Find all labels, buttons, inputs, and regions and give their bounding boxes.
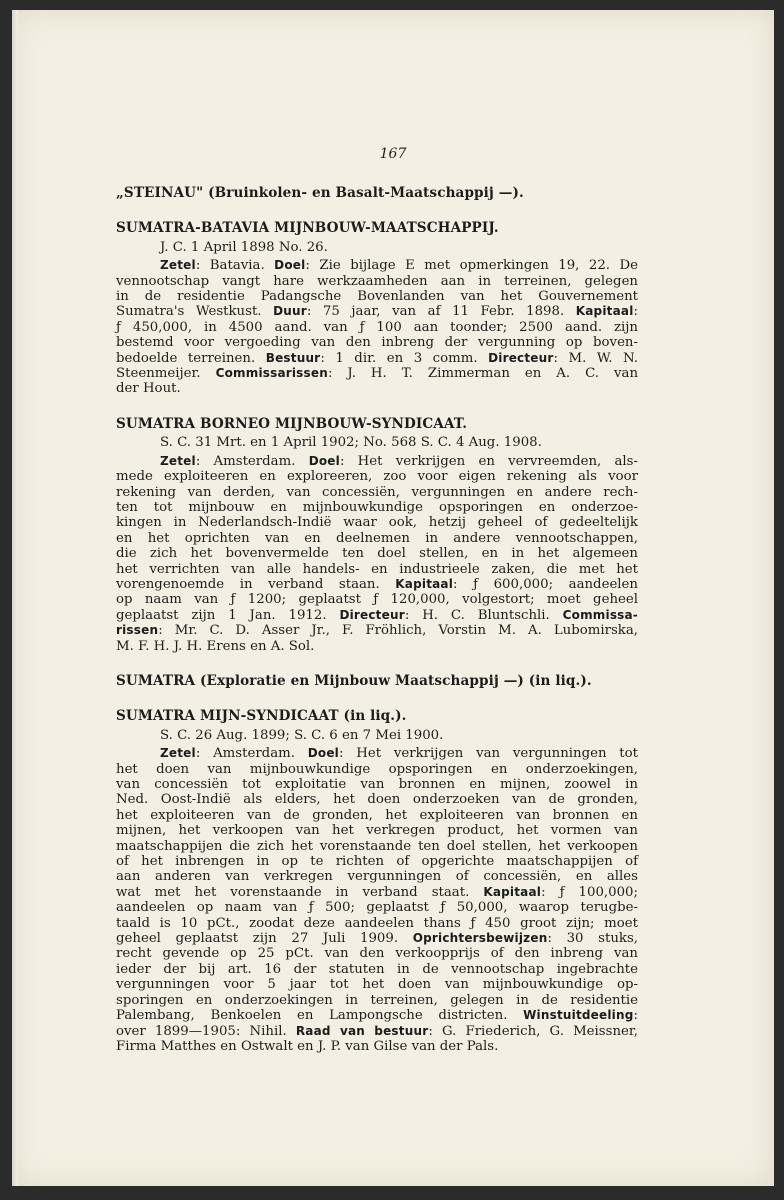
field-text: Ned. Oost-Indië als elders, het doen onderzoeken van de gronden, bbox=[116, 792, 638, 808]
field-text: sporingen en onderzoekingen in terreinen, gelegen in de residentie bbox=[116, 992, 638, 1008]
field-text: maatschappijen die zich het vorenstaande ten doel stellen, het verkoopen bbox=[116, 838, 638, 854]
text-line bbox=[116, 839, 638, 854]
company-entry bbox=[116, 417, 638, 654]
field-text: : J. H. T. Zimmerman en A. C. van bbox=[327, 366, 639, 382]
text-line bbox=[116, 562, 638, 577]
text-line bbox=[116, 854, 638, 869]
field-label: Zetel bbox=[160, 453, 196, 468]
field-text: aan anderen van verkregen vergunningen of concessiën, en alles bbox=[116, 869, 638, 885]
text-line bbox=[116, 592, 638, 607]
text-line bbox=[116, 381, 638, 396]
field-text: ƒ 450,000, in 4500 aand. van ƒ 100 aan toonder; 2500 aand. zijn bbox=[116, 319, 638, 335]
field-text: vorengenoemde in verband staan. bbox=[116, 576, 396, 592]
text-line bbox=[116, 608, 638, 623]
field-text: wat met het vorenstaande in verband staat. bbox=[116, 884, 484, 900]
field-text: : Mr. C. D. Asser Jr., F. Fröhlich, Vorstin M. A. Lubomirska, bbox=[158, 623, 638, 639]
text-line bbox=[116, 1024, 638, 1039]
field-label: Doel bbox=[274, 258, 306, 273]
text-line bbox=[116, 1008, 638, 1023]
page-number: 167 bbox=[379, 146, 407, 162]
field-text: die zich het bovenvermelde ten doel stellen, en in het algemeen bbox=[116, 546, 638, 562]
field-text: taald is 10 pCt., zoodat deze aandeelen thans ƒ 450 groot zijn; moet bbox=[116, 915, 638, 931]
text-line bbox=[116, 351, 638, 366]
field-text: : Het verkrijgen van vergunningen tot bbox=[339, 746, 639, 762]
field-text: bestemd voor vergoeding van den inbreng der vergunning op boven- bbox=[116, 335, 638, 351]
company-entry bbox=[116, 186, 638, 201]
text-line bbox=[116, 746, 638, 761]
text-line bbox=[116, 916, 638, 931]
field-text: vennootschap vangt hare werkzaamheden aan in terreinen, gelegen bbox=[116, 273, 638, 289]
field-label: Commissarissen bbox=[215, 366, 328, 381]
field-text: : H. C. Bluntschli. bbox=[404, 607, 563, 623]
field-text: : bbox=[633, 1008, 638, 1024]
field-text: bedoelde terreinen. bbox=[116, 350, 266, 366]
company-description bbox=[116, 454, 638, 654]
field-text: en het oprichten van en deelnemen in andere vennootschappen, bbox=[116, 530, 638, 546]
text-line bbox=[116, 623, 638, 638]
book-page bbox=[12, 10, 774, 1186]
field-text: M. F. H. J. H. Erens en A. Sol. bbox=[116, 638, 315, 654]
company-description bbox=[116, 746, 638, 1054]
text-line bbox=[116, 469, 638, 484]
text-line bbox=[116, 762, 638, 777]
registration-reference: J. C. 1 April 1898 No. 26. bbox=[160, 239, 328, 255]
field-text: : Amsterdam. bbox=[195, 746, 308, 762]
text-line bbox=[116, 808, 638, 823]
field-text: in de residentie Padangsche Bovenlanden van het Gouvernement bbox=[116, 289, 638, 305]
field-label: Bestuur bbox=[265, 350, 321, 365]
field-text: aandeelen op naam van ƒ 500; geplaatst ƒ 50,000, waarop terugbe- bbox=[116, 900, 638, 916]
text-line bbox=[116, 946, 638, 961]
text-line bbox=[116, 454, 638, 469]
company-entry bbox=[116, 674, 638, 689]
field-text: Steenmeijer. bbox=[116, 366, 216, 382]
field-label: Doel bbox=[308, 453, 340, 468]
field-text: : M. W. N. bbox=[553, 350, 638, 366]
company-heading: SUMATRA-BATAVIA MIJNBOUW-MAATSCHAPPIJ. bbox=[116, 220, 499, 237]
field-text: : Zie bijlage E met opmerkingen 19, 22. De bbox=[305, 258, 639, 274]
text-line bbox=[116, 274, 638, 289]
field-text: : 30 stuks, bbox=[547, 931, 639, 947]
field-text: van concessiën tot exploitatie van bronnen en mijnen, zoowel in bbox=[116, 777, 638, 792]
field-text: : Batavia. bbox=[195, 258, 275, 274]
text-line bbox=[116, 515, 638, 530]
field-text: Sumatra's Westkust. bbox=[116, 304, 274, 320]
company-heading: SUMATRA MIJN-SYNDICAAT (in liq.). bbox=[116, 708, 407, 725]
text-line bbox=[116, 289, 638, 304]
field-label: Oprichtersbewijzen bbox=[412, 931, 548, 946]
text-line bbox=[116, 1039, 638, 1054]
page-content bbox=[116, 186, 638, 1074]
field-text: recht gevende op 25 pCt. van den verkoopprijs of den inbreng van bbox=[116, 946, 638, 962]
field-text: het doen van mijnbouwkundige opsporingen en onderzoekingen, bbox=[116, 761, 638, 777]
field-text: over 1899—1905: Nihil. bbox=[116, 1023, 296, 1039]
text-line bbox=[116, 993, 638, 1008]
field-text: of het inbrengen in op te richten of opgerichte maatschappijen of bbox=[116, 854, 638, 870]
field-label: Zetel bbox=[160, 746, 196, 761]
company-heading: „STEINAU" (Bruinkolen- en Basalt-Maatschappij —). bbox=[116, 185, 524, 201]
field-text: mede exploiteeren en exploreeren, zoo voor eigen rekening als voor bbox=[116, 469, 638, 485]
field-text: der Hout. bbox=[116, 381, 181, 397]
field-label: rissen bbox=[116, 623, 159, 638]
text-line bbox=[116, 304, 638, 319]
field-label: Raad van bestuur bbox=[295, 1023, 429, 1038]
field-text: : G. Friederich, G. Meissner, bbox=[428, 1023, 639, 1039]
company-heading: SUMATRA (Exploratie en Mijnbouw Maatschappij —) (in liq.). bbox=[116, 672, 592, 689]
text-line bbox=[116, 792, 638, 807]
field-text: vergunningen voor 5 jaar tot het doen van mijnbouwkundige op- bbox=[116, 977, 638, 993]
company-heading: SUMATRA BORNEO MIJNBOUW-SYNDICAAT. bbox=[116, 415, 468, 432]
field-label: Kapitaal bbox=[575, 304, 634, 319]
text-line bbox=[116, 258, 638, 273]
text-line bbox=[116, 962, 638, 977]
text-line bbox=[116, 931, 638, 946]
text-line bbox=[116, 639, 638, 654]
field-text: : 75 jaar, van af 11 Febr. 1898. bbox=[306, 304, 576, 320]
field-text: : Het verkrijgen en vervreemden, als- bbox=[339, 453, 638, 469]
field-text: ten tot mijnbouw en mijnbouwkundige opsporingen en onderzoe- bbox=[116, 499, 638, 515]
text-line bbox=[116, 885, 638, 900]
text-line bbox=[116, 320, 638, 335]
company-entry bbox=[116, 221, 638, 396]
field-text: Palembang, Benkoelen en Lampongsche districten. bbox=[116, 1008, 524, 1024]
field-label: Duur bbox=[273, 304, 307, 319]
text-line bbox=[116, 823, 638, 838]
field-label: Zetel bbox=[160, 258, 196, 273]
text-line bbox=[116, 869, 638, 884]
field-text: het exploiteeren van de gronden, het exploiteeren van bronnen en bbox=[116, 807, 638, 823]
field-text: : bbox=[633, 304, 638, 320]
field-label: Commissa- bbox=[562, 607, 638, 622]
text-line bbox=[116, 366, 638, 381]
field-text: Firma Matthes en Ostwalt en J. P. van Gilse van der Pals. bbox=[116, 1038, 499, 1054]
field-text: : Amsterdam. bbox=[195, 453, 309, 469]
text-line bbox=[116, 977, 638, 992]
field-text: : ƒ 100,000; bbox=[541, 884, 638, 900]
text-line bbox=[116, 335, 638, 350]
field-text: ieder der bij art. 16 der statuten in de vennootschap ingebrachte bbox=[116, 961, 638, 977]
field-text: rekening van derden, van concessiën, vergunningen en andere rech- bbox=[116, 484, 638, 500]
field-text: : 1 dir. en 3 comm. bbox=[320, 350, 489, 366]
text-line bbox=[116, 777, 638, 792]
field-text: geplaatst zijn 1 Jan. 1912. bbox=[116, 607, 340, 623]
registration-reference: S. C. 31 Mrt. en 1 April 1902; No. 568 S. C. 4 Aug. 1908. bbox=[160, 435, 542, 451]
field-label: Doel bbox=[307, 746, 339, 761]
field-label: Directeur bbox=[339, 607, 405, 622]
field-label: Directeur bbox=[488, 350, 554, 365]
field-text: mijnen, het verkoopen van het verkregen product, het vormen van bbox=[116, 823, 638, 839]
text-line bbox=[116, 900, 638, 915]
field-label: Kapitaal bbox=[395, 576, 454, 591]
field-text: : ƒ 600,000; aandeelen bbox=[453, 576, 638, 592]
field-text: kingen in Nederlandsch-Indië waar ook, hetzij geheel of gedeeltelijk bbox=[116, 515, 638, 531]
text-line bbox=[116, 531, 638, 546]
field-label: Winstuitdeeling bbox=[523, 1008, 634, 1023]
company-description bbox=[116, 258, 638, 397]
company-entry bbox=[116, 709, 638, 1054]
field-text: geheel geplaatst zijn 27 Juli 1909. bbox=[116, 931, 413, 947]
field-label: Kapitaal bbox=[483, 884, 542, 899]
field-text: op naam van ƒ 1200; geplaatst ƒ 120,000, volgestort; moet geheel bbox=[116, 592, 638, 608]
text-line bbox=[116, 546, 638, 561]
text-line bbox=[116, 485, 638, 500]
text-line bbox=[116, 577, 638, 592]
registration-reference: S. C. 26 Aug. 1899; S. C. 6 en 7 Mei 1900. bbox=[160, 727, 444, 743]
text-line bbox=[116, 500, 638, 515]
field-text: het verrichten van alle handels- en industrieele zaken, die met het bbox=[116, 561, 638, 577]
